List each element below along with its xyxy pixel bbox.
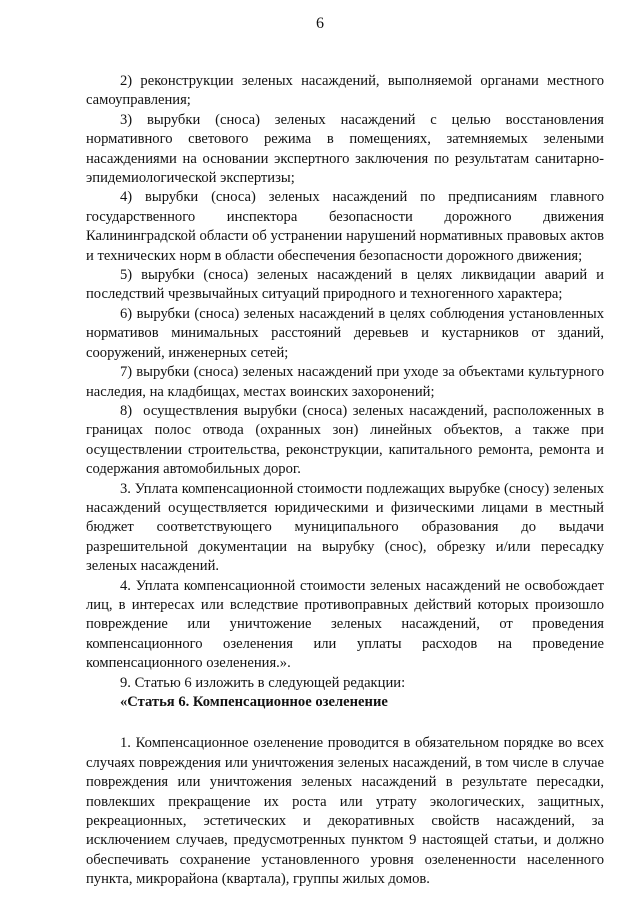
paragraph-item-6: 6) вырубки (сноса) зеленых насаждений в целях соблюдения установленных нормативов минимальных расстояний деревьев и кустарников от зданий, сооружений, инженерных сетей;	[86, 305, 604, 361]
paragraph-item-4: 4) вырубки (сноса) зеленых насаждений по предписаниям главного государственного инспектора безопасности дорожного движения Калининградской области об устранении нарушений нормативных правовых актов и технических норм в области обеспечения безопасности дорожного движения;	[86, 189, 604, 264]
paragraph-item-7: 7) вырубки (сноса) зеленых насаждений при уходе за объектами культурного наследия, на кладбищах, местах воинских захоронений;	[86, 364, 604, 400]
paragraph-item-5: 5) вырубки (сноса) зеленых насаждений в целях ликвидации аварий и последствий чрезвычайных ситуаций природного и техногенного характера;	[86, 267, 604, 303]
paragraph-item-3: 3) вырубки (сноса) зеленых насаждений с целью восстановления нормативного светового режима в помещениях, затемняемых зелеными насаждениями на основании экспертного заключения по результатам санитарно-эпидемиологической экспертизы;	[86, 111, 604, 187]
paragraph-item-2: 2) реконструкции зеленых насаждений, выполняемой органами местного самоуправления;	[86, 73, 604, 109]
article-6-heading: «Статья 6. Компенсационное озеленение	[120, 694, 388, 710]
document-body	[86, 72, 604, 890]
paragraph-item-8: 8) осуществления вырубки (сноса) зеленых насаждений, расположенных в границах полос отвода (охранных зон) линейных объектов, а также при осуществлении строительства, реконструкции, капитального ремонта, ремонта и содержания автомобильных дорог.	[86, 402, 604, 478]
article-6-paragraph-1: 1. Компенсационное озеленение проводится в обязательном порядке во всех случаях повреждения или уничтожения зеленых насаждений, в том числе в случае повреждения или уничтожения зеленых насаждений в результате пересадки, повлекших прекращение их роста или утрату экологических, защитных, рекреационных, эстетических и декоративных свойств насаждений, за исключением случаев, предусмотренных пунктом 9 настоящей статьи, и должно обеспечивать сохранение установленного уровня озелененности населенного пункта, микрорайона (квартала), группы жилых домов.	[86, 735, 604, 888]
page-number: 6	[316, 15, 324, 32]
paragraph-section-4: 4. Уплата компенсационной стоимости зеленых насаждений не освобождает лиц, в интересах или вследствие противоправных действий которых произошло повреждение или уничтожение зеленых насаждений, от проведения компенсационного озеленения или уплаты расходов на проведение компенсационного озеленения.».	[86, 577, 604, 672]
paragraph-section-3: 3. Уплата компенсационной стоимости подлежащих вырубке (сносу) зеленых насаждений осуществляется юридическими и физическими лицами в местный бюджет соответствующего муниципального образования до выдачи разрешительной документации на вырубку (снос), обрезку и/или пересадку зеленых насаждений.	[86, 480, 604, 575]
paragraph-amendment-9: 9. Статью 6 изложить в следующей редакции:	[120, 674, 406, 691]
